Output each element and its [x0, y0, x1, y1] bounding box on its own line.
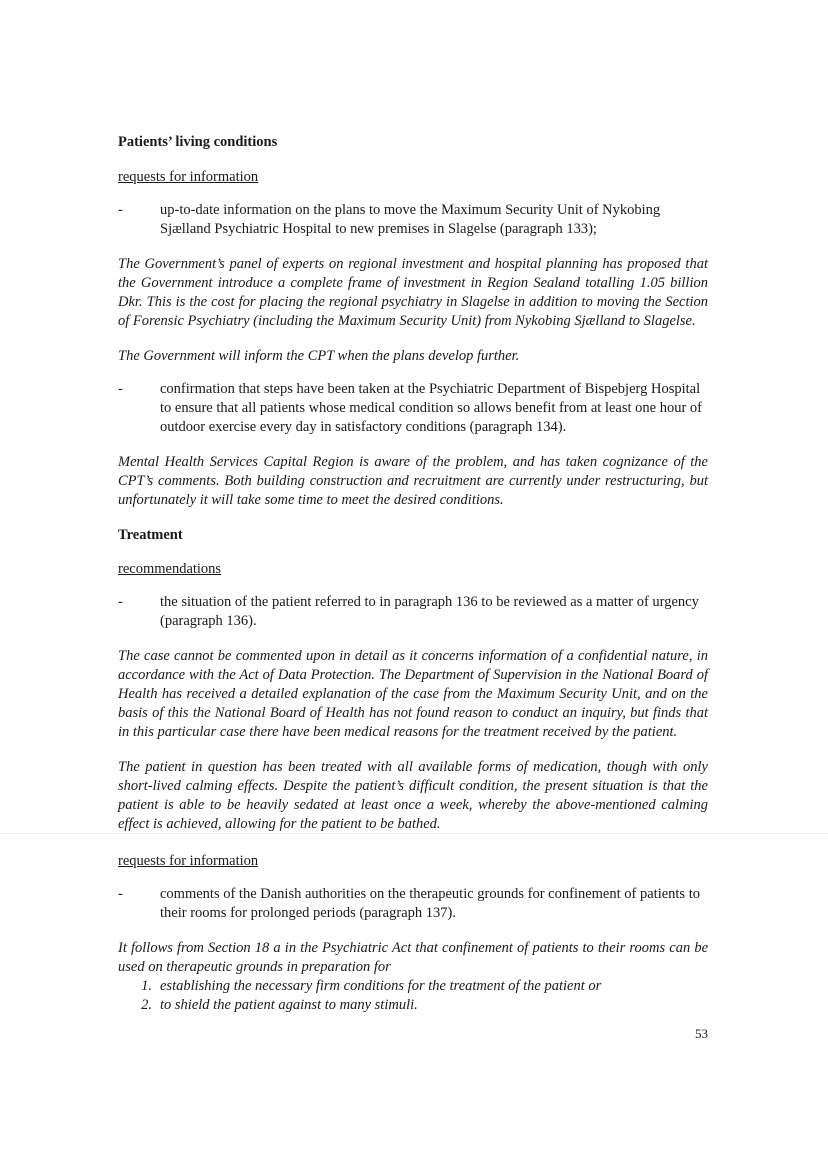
numbered-item	[118, 996, 708, 1015]
document-body	[118, 133, 708, 1015]
section-heading-living-conditions: Patients’ living conditions	[118, 134, 278, 150]
numbered-item-text: to shield the patient against to many stimuli.	[160, 997, 418, 1013]
bullet-item	[118, 885, 708, 923]
bullet-text: comments of the Danish authorities on the therapeutic grounds for confinement of patients to their rooms for prolonged periods (paragraph 137).	[160, 886, 700, 921]
bullet-text: confirmation that steps have been taken at the Psychiatric Department of Bispebjerg Hospital to ensure that all patients whose medical condition so allows benefit from at least one hour of outdoor exercise every day in satisfactory conditions (paragraph 134).	[160, 381, 702, 435]
bullet-item	[118, 380, 708, 437]
numbered-item	[118, 977, 708, 996]
bullet-dash: -	[118, 594, 123, 610]
response-paragraph: It follows from Section 18 a in the Psychiatric Act that confinement of patients to their rooms can be used on therapeutic grounds in preparation for	[118, 940, 708, 975]
section-heading-treatment: Treatment	[118, 527, 183, 543]
response-paragraph: The Government’s panel of experts on regional investment and hospital planning has proposed that the Government introduce a complete frame of investment in Region Sealand totalling 1.05 billion Dkr. This is the cost for placing the regional psychiatry in Slagelse in addition to moving the Section of Forensic Psychiatry (including the Maximum Security Unit) from Nykobing Sjælland to Slagelse.	[118, 256, 708, 329]
numbered-item-text: establishing the necessary firm conditions for the treatment of the patient or	[160, 978, 602, 994]
response-paragraph: The case cannot be commented upon in detail as it concerns information of a confidential nature, in accordance with the Act of Data Protection. The Department of Supervision in the National Board of Health has received a detailed explanation of the case from the Maximum Security Unit, and on the basis of this the National Board of Health has not found reason to conduct an inquiry, but finds that in this particular case there have been medical reasons for the treatment received by the patient.	[118, 648, 708, 740]
response-paragraph: Mental Health Services Capital Region is aware of the problem, and has taken cognizance of the CPT’s comments. Both building construction and recruitment are currently under restructuring, but unfortunately it will take some time to meet the desired conditions.	[118, 454, 708, 508]
bullet-dash: -	[118, 886, 123, 902]
bullet-dash: -	[118, 381, 123, 397]
subheading-recommendations: recommendations	[118, 561, 222, 577]
response-paragraph: The patient in question has been treated with all available forms of medication, though with only short-lived calming effects. Despite the patient’s difficult condition, the present situation is that the patient is able to be heavily sedated at least once a week, whereby the above-mentioned calming effect is achieved, allowing for the patient to be bathed.	[118, 759, 708, 832]
numbered-item-number: 2.	[141, 997, 152, 1013]
page-number: 53	[695, 1026, 708, 1041]
subheading-requests-information: requests for information	[118, 853, 259, 869]
numbered-item-number: 1.	[141, 978, 152, 994]
subheading-requests-information: requests for information	[118, 169, 259, 185]
bullet-item	[118, 201, 708, 239]
bullet-text: up-to-date information on the plans to move the Maximum Security Unit of Nykobing Sjælland Psychiatric Hospital to new premises in Slagelse (paragraph 133);	[160, 202, 661, 237]
response-paragraph: The Government will inform the CPT when the plans develop further.	[118, 348, 520, 364]
bullet-text: the situation of the patient referred to in paragraph 136 to be reviewed as a matter of urgency (paragraph 136).	[160, 594, 699, 629]
bullet-dash: -	[118, 202, 123, 218]
bullet-item	[118, 593, 708, 631]
